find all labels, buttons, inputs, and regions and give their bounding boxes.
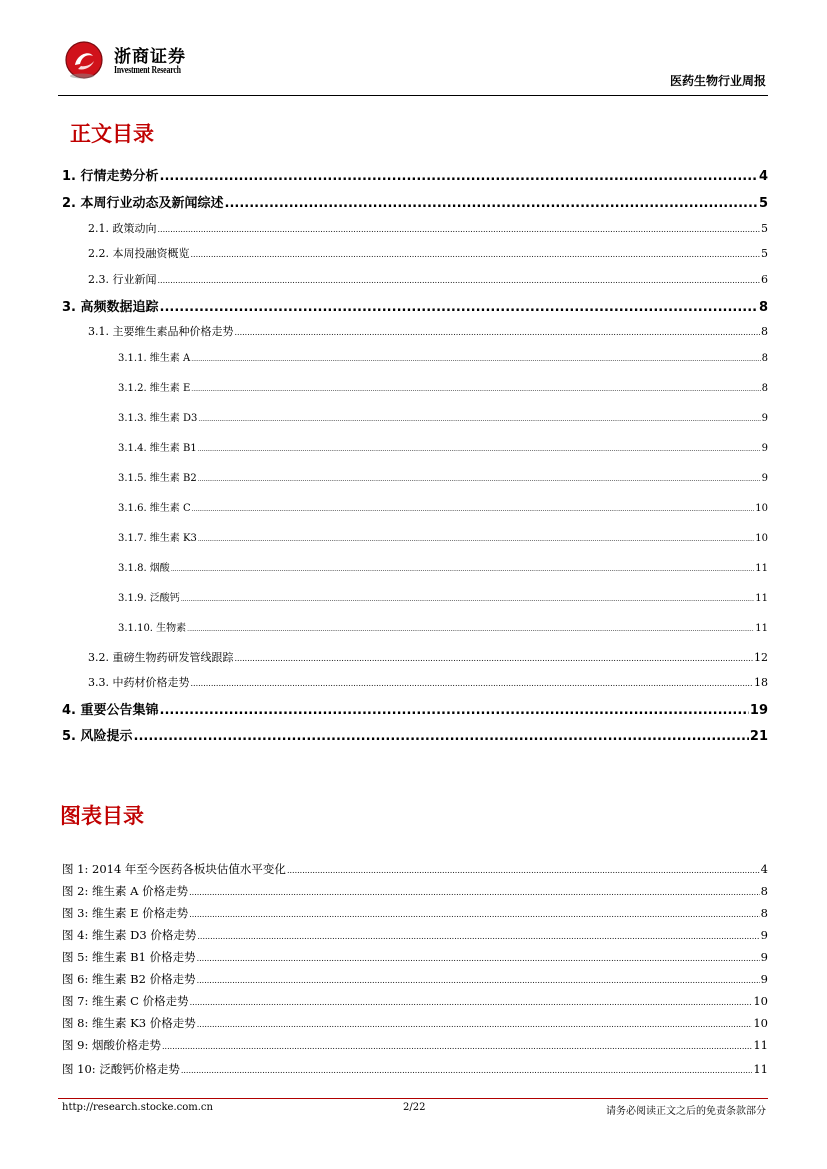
- disclaimer-note: 请务必阅读正文之后的免责条款部分: [606, 1106, 766, 1117]
- dot-leader: [191, 386, 760, 393]
- toc-entry[interactable]: [88, 220, 768, 236]
- figure-entry-label: 图 1: 2014 年至今医药各板块估值水平变化: [62, 862, 286, 876]
- toc-entry[interactable]: [118, 379, 768, 394]
- toc-entry-page: 9: [761, 443, 768, 454]
- dot-leader: [162, 1042, 752, 1051]
- toc-entry-label: 3.1.6. 维生素 C: [118, 503, 191, 514]
- dot-leader: [225, 196, 758, 211]
- figure-entry-label: 图 4: 维生素 D3 价格走势: [62, 928, 197, 942]
- toc-entry-label: 2.1. 政策动向: [88, 222, 157, 235]
- dot-leader: [160, 703, 749, 718]
- toc-entry-label: 3.1.5. 维生素 B2: [118, 473, 197, 484]
- toc-entry-label: 3.1.3. 维生素 D3: [118, 413, 198, 424]
- dot-leader: [197, 1020, 753, 1029]
- toc-entry[interactable]: [118, 559, 768, 574]
- dot-leader: [189, 910, 759, 919]
- figure-entry[interactable]: [62, 1015, 768, 1031]
- figure-entry-page: 10: [753, 994, 768, 1008]
- dot-leader: [158, 276, 761, 285]
- toc-entry[interactable]: [118, 439, 768, 454]
- company-name-cn: 浙商证券: [114, 47, 186, 67]
- toc-entry-page: 19: [749, 703, 768, 718]
- dot-leader: [192, 506, 755, 513]
- dot-leader: [198, 476, 761, 483]
- toc-entry-label: 2. 本周行业动态及新闻综述: [62, 196, 224, 211]
- toc-entry-label: 3.1.2. 维生素 E: [118, 383, 191, 394]
- figure-entry-label: 图 2: 维生素 A 价格走势: [62, 884, 189, 898]
- toc-entry[interactable]: [62, 192, 768, 211]
- figures-title: 图表目录: [60, 804, 144, 828]
- toc-entry[interactable]: [62, 296, 768, 315]
- figure-entry-label: 图 7: 维生素 C 价格走势: [62, 994, 189, 1008]
- toc-title: 正文目录: [70, 122, 154, 146]
- dot-leader: [181, 596, 754, 603]
- toc-entry-label: 5. 风险提示: [62, 729, 133, 744]
- figure-entry[interactable]: [62, 905, 768, 921]
- header-divider: [58, 95, 768, 96]
- toc-entry-page: 5: [761, 222, 768, 235]
- dot-leader: [191, 356, 760, 363]
- dot-leader: [187, 626, 754, 633]
- company-name-en: Investment Research: [114, 65, 181, 76]
- toc-entry-label: 2.3. 行业新闻: [88, 273, 157, 286]
- page-header: [58, 38, 768, 98]
- toc-entry-page: 8: [758, 300, 768, 315]
- dot-leader: [198, 416, 760, 423]
- dot-leader: [160, 169, 758, 184]
- figure-entry[interactable]: [62, 861, 768, 877]
- toc-entry-label: 4. 重要公告集锦: [62, 703, 159, 718]
- toc-entry[interactable]: [62, 699, 768, 718]
- page-number: 2/22: [403, 1102, 426, 1113]
- toc-entry[interactable]: [118, 409, 768, 424]
- toc-entry-page: 8: [761, 383, 768, 394]
- toc-entry-label: 3.3. 中药材价格走势: [88, 676, 190, 689]
- toc-entry-label: 3. 高频数据追踪: [62, 300, 159, 315]
- toc-entry-label: 2.2. 本周投融资概览: [88, 247, 190, 260]
- toc-entry[interactable]: [118, 589, 768, 604]
- toc-entry-page: 5: [761, 247, 768, 260]
- figure-entry-page: 9: [760, 972, 768, 986]
- toc-entry-page: 21: [749, 729, 768, 744]
- dot-leader: [198, 446, 761, 453]
- figure-entry-label: 图 8: 维生素 K3 价格走势: [62, 1016, 196, 1030]
- figure-entry[interactable]: [62, 993, 768, 1009]
- dot-leader: [198, 536, 754, 543]
- toc-entry-label: 3.1.9. 泛酸钙: [118, 593, 180, 604]
- toc-entry[interactable]: [62, 725, 768, 744]
- company-logo-icon: [64, 40, 104, 80]
- figure-entry-page: 11: [753, 1062, 768, 1076]
- toc-entry-page: 6: [761, 273, 768, 286]
- figure-entry-page: 9: [760, 950, 768, 964]
- dot-leader: [191, 679, 754, 688]
- figure-entry-page: 11: [753, 1038, 768, 1052]
- figure-entry-page: 9: [760, 928, 768, 942]
- toc-entry[interactable]: [118, 619, 768, 634]
- figure-entry[interactable]: [62, 949, 768, 965]
- figure-entry-label: 图 5: 维生素 B1 价格走势: [62, 950, 196, 964]
- dot-leader: [287, 866, 760, 875]
- toc-entry[interactable]: [88, 674, 768, 690]
- figure-entry-page: 8: [760, 906, 768, 920]
- dot-leader: [171, 566, 754, 573]
- dot-leader: [235, 328, 761, 337]
- toc-entry-label: 3.1.1. 维生素 A: [118, 353, 191, 364]
- figure-entry-label: 图 10: 泛酸钙价格走势: [62, 1062, 180, 1076]
- figure-entry[interactable]: [62, 883, 768, 899]
- toc-entry-page: 11: [755, 623, 768, 634]
- toc-entry[interactable]: [88, 649, 768, 665]
- toc-entry-label: 3.1.8. 烟酸: [118, 563, 170, 574]
- toc-entry[interactable]: [88, 271, 768, 287]
- figure-entry-page: 4: [760, 862, 768, 876]
- toc-entry[interactable]: [118, 469, 768, 484]
- toc-entry-label: 3.1.4. 维生素 B1: [118, 443, 197, 454]
- dot-leader: [197, 954, 760, 963]
- toc-entry-label: 3.1.10. 生物素: [118, 623, 187, 634]
- dot-leader: [197, 976, 760, 985]
- toc-entry[interactable]: [88, 323, 768, 339]
- figure-entry-page: 10: [753, 1016, 768, 1030]
- dot-leader: [158, 225, 761, 234]
- toc-entry[interactable]: [118, 349, 768, 364]
- footer-divider: [58, 1098, 768, 1099]
- dot-leader: [235, 654, 754, 663]
- toc-entry-page: 11: [755, 563, 768, 574]
- dot-leader: [190, 998, 753, 1007]
- toc-entry-page: 4: [758, 169, 768, 184]
- dot-leader: [189, 888, 760, 897]
- toc-entry-label: 3.2. 重磅生物药研发管线跟踪: [88, 651, 234, 664]
- toc-entry-page: 9: [761, 473, 768, 484]
- dot-leader: [134, 729, 749, 744]
- dot-leader: [191, 250, 761, 259]
- figure-entry[interactable]: [62, 927, 768, 943]
- toc-entry[interactable]: [118, 529, 768, 544]
- toc-entry-page: 8: [761, 353, 768, 364]
- figure-entry[interactable]: [62, 971, 768, 987]
- figure-entry-page: 8: [760, 884, 768, 898]
- toc-entry-label: 3.1. 主要维生素品种价格走势: [88, 325, 234, 338]
- toc-entry[interactable]: [88, 245, 768, 261]
- toc-entry-page: 12: [754, 651, 768, 664]
- dot-leader: [197, 932, 759, 941]
- toc-entry[interactable]: [118, 499, 768, 514]
- toc-entry-page: 10: [755, 503, 768, 514]
- report-type: 医药生物行业周报: [669, 74, 766, 88]
- figure-entry[interactable]: [62, 1061, 768, 1077]
- toc-entry[interactable]: [62, 165, 768, 184]
- footer-url-link[interactable]: http://research.stocke.com.cn: [62, 1102, 213, 1113]
- toc-entry-label: 3.1.7. 维生素 K3: [118, 533, 197, 544]
- toc-entry-page: 8: [761, 325, 768, 338]
- dot-leader: [160, 300, 758, 315]
- figure-entry[interactable]: [62, 1037, 768, 1053]
- toc-entry-page: 10: [755, 533, 768, 544]
- figure-entry-label: 图 6: 维生素 B2 价格走势: [62, 972, 196, 986]
- toc-entry-page: 11: [755, 593, 768, 604]
- toc-entry-page: 18: [754, 676, 768, 689]
- toc-entry-label: 1. 行情走势分析: [62, 169, 159, 184]
- figure-entry-label: 图 9: 烟酸价格走势: [62, 1038, 162, 1052]
- dot-leader: [181, 1066, 753, 1075]
- toc-entry-page: 9: [761, 413, 768, 424]
- figure-entry-label: 图 3: 维生素 E 价格走势: [62, 906, 189, 920]
- toc-entry-page: 5: [758, 196, 768, 211]
